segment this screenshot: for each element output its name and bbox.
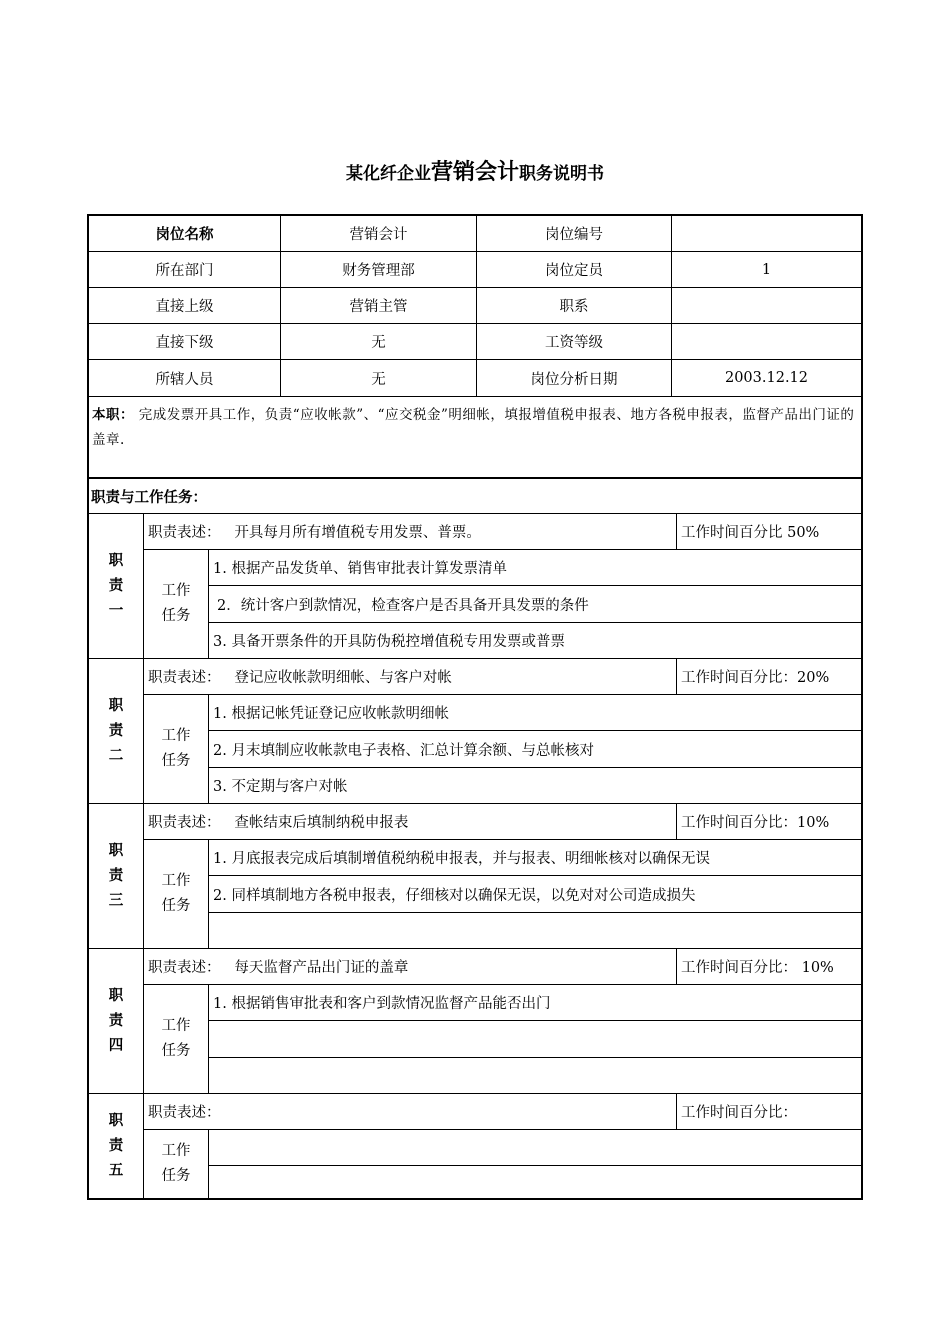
duty-1-label: [89, 514, 144, 659]
duty-5-char: 职: [108, 1112, 124, 1129]
duty-1-desc-text: 开具每月所有增值税专用发票、普票。: [234, 525, 481, 541]
duty-4-desc-text: 每天监督产品出门证的盖章: [234, 960, 409, 976]
duty-4-task-label: [144, 985, 209, 1094]
title-highlight: 营销会计: [430, 160, 519, 185]
task-label-line: 工作: [161, 873, 191, 889]
value-job-family: [672, 288, 861, 324]
duty-4-label: [89, 949, 144, 1094]
value-position-code: [672, 216, 861, 252]
duty-3-description: [144, 804, 677, 840]
title-suffix: 职务说明书: [519, 164, 604, 184]
duty-4-description: [144, 949, 677, 985]
duty-4-task-1: 1. 根据销售审批表和客户到款情况监督产品能否出门: [209, 985, 861, 1021]
summary-text: 完成发票开具工作，负责“应收帐款”、“应交税金”明细帐，填报增值税申报表、地方各税申报表，监督产品出门证的盖章.: [92, 407, 855, 448]
task-label-line: 工作: [161, 583, 191, 599]
label-salary-grade: 工资等级: [477, 324, 672, 360]
duty-1-description: [144, 514, 677, 550]
value-department: 财务管理部: [281, 252, 477, 288]
duty-1-char: 责: [108, 577, 124, 594]
duty-2-char: 职: [108, 697, 124, 714]
duty-3-char: 职: [108, 842, 124, 859]
duty-2-task-label: [144, 695, 209, 804]
duty-desc-label: 职责表述：: [148, 1105, 221, 1121]
duty-1-task-label: [144, 550, 209, 659]
duty-3-task-2: 2. 同样填制地方各税申报表，仔细核对以确保无误，以免对对公司造成损失: [209, 876, 861, 913]
label-staff: 所辖人员: [89, 360, 281, 397]
value-direct-subordinate: 无: [281, 324, 477, 360]
duty-3-desc-text: 查帐结束后填制纳税申报表: [234, 815, 409, 831]
task-label-line: 任务: [161, 753, 191, 769]
value-staff: 无: [281, 360, 477, 397]
label-direct-subordinate: 直接下级: [89, 324, 281, 360]
label-headcount: 岗位定员: [477, 252, 672, 288]
task-label-line: 任务: [161, 1168, 191, 1184]
duty-2-label: [89, 659, 144, 804]
duty-3-task-label: [144, 840, 209, 949]
label-direct-superior: 直接上级: [89, 288, 281, 324]
duty-2-task-2: 2. 月末填制应收帐款电子表格、汇总计算余额、与总帐核对: [209, 731, 861, 768]
duty-5-description: [144, 1094, 677, 1130]
duty-5-label: [89, 1094, 144, 1198]
duty-3-char: 责: [108, 867, 124, 884]
duty-5-char: 五: [108, 1162, 124, 1179]
duty-1-char: 一: [108, 602, 124, 619]
duty-4-time-percent: 工作时间百分比： 10%: [677, 949, 861, 985]
label-department: 所在部门: [89, 252, 281, 288]
value-salary-grade: [672, 324, 861, 360]
duty-2-char: 二: [108, 747, 124, 764]
task-label-line: 工作: [161, 1018, 191, 1034]
duty-1-task-3: 3. 具备开票条件的开具防伪税控增值税专用发票或普票: [209, 623, 861, 659]
label-position-code: 岗位编号: [477, 216, 672, 252]
job-description-table: [87, 214, 863, 1200]
duty-2-time-percent: 工作时间百分比：20%: [677, 659, 861, 695]
duty-4-task-2: [209, 1021, 861, 1058]
duty-1-task-1: 1. 根据产品发货单、销售审批表计算发票清单: [209, 550, 861, 586]
duty-2-task-3: 3. 不定期与客户对帐: [209, 768, 861, 804]
task-label-line: 任务: [161, 898, 191, 914]
duty-4-task-3: [209, 1058, 861, 1094]
label-job-family: 职系: [477, 288, 672, 324]
duty-2-task-1: 1. 根据记帐凭证登记应收帐款明细帐: [209, 695, 861, 731]
task-label-line: 任务: [161, 1043, 191, 1059]
value-analysis-date: 2003.12.12: [672, 360, 861, 397]
duty-desc-label: 职责表述：: [148, 525, 221, 541]
page-title: [0, 158, 950, 189]
duty-3-time-percent: 工作时间百分比：10%: [677, 804, 861, 840]
duty-4-char: 责: [108, 1012, 124, 1029]
label-position-name: 岗位名称: [89, 216, 281, 252]
duty-5-task-label: [144, 1130, 209, 1198]
job-summary: [89, 397, 861, 479]
duty-1-time-percent: 工作时间百分比 50%: [677, 514, 861, 550]
title-prefix: 某化纤企业: [345, 164, 431, 184]
duty-3-task-3: [209, 913, 861, 949]
duty-2-char: 责: [108, 722, 124, 739]
value-headcount: 1: [672, 252, 861, 288]
summary-label: 本职：: [92, 407, 134, 423]
duty-3-char: 三: [108, 892, 124, 909]
duty-2-desc-text: 登记应收帐款明细帐、与客户对帐: [234, 670, 452, 686]
duty-2-description: [144, 659, 677, 695]
task-label-line: 任务: [161, 608, 191, 624]
value-position-name: 营销会计: [281, 216, 477, 252]
duty-5-char: 责: [108, 1137, 124, 1154]
duty-5-task-2: [209, 1166, 861, 1198]
duty-4-char: 职: [108, 987, 124, 1004]
duty-3-task-1: 1. 月底报表完成后填制增值税纳税申报表，并与报表、明细帐核对以确保无误: [209, 840, 861, 876]
value-direct-superior: 营销主管: [281, 288, 477, 324]
duty-desc-label: 职责表述：: [148, 960, 221, 976]
duty-desc-label: 职责表述：: [148, 670, 221, 686]
label-analysis-date: 岗位分析日期: [477, 360, 672, 397]
section-title: 职责与工作任务：: [89, 479, 861, 514]
duty-4-char: 四: [108, 1037, 124, 1054]
duty-5-task-1: [209, 1130, 861, 1166]
duty-desc-label: 职责表述：: [148, 815, 221, 831]
duty-1-task-2: 2．统计客户到款情况，检查客户是否具备开具发票的条件: [209, 586, 861, 623]
task-label-line: 工作: [161, 1143, 191, 1159]
duty-3-label: [89, 804, 144, 949]
task-label-line: 工作: [161, 728, 191, 744]
duty-1-char: 职: [108, 552, 124, 569]
duty-5-time-percent: 工作时间百分比：: [677, 1094, 861, 1130]
